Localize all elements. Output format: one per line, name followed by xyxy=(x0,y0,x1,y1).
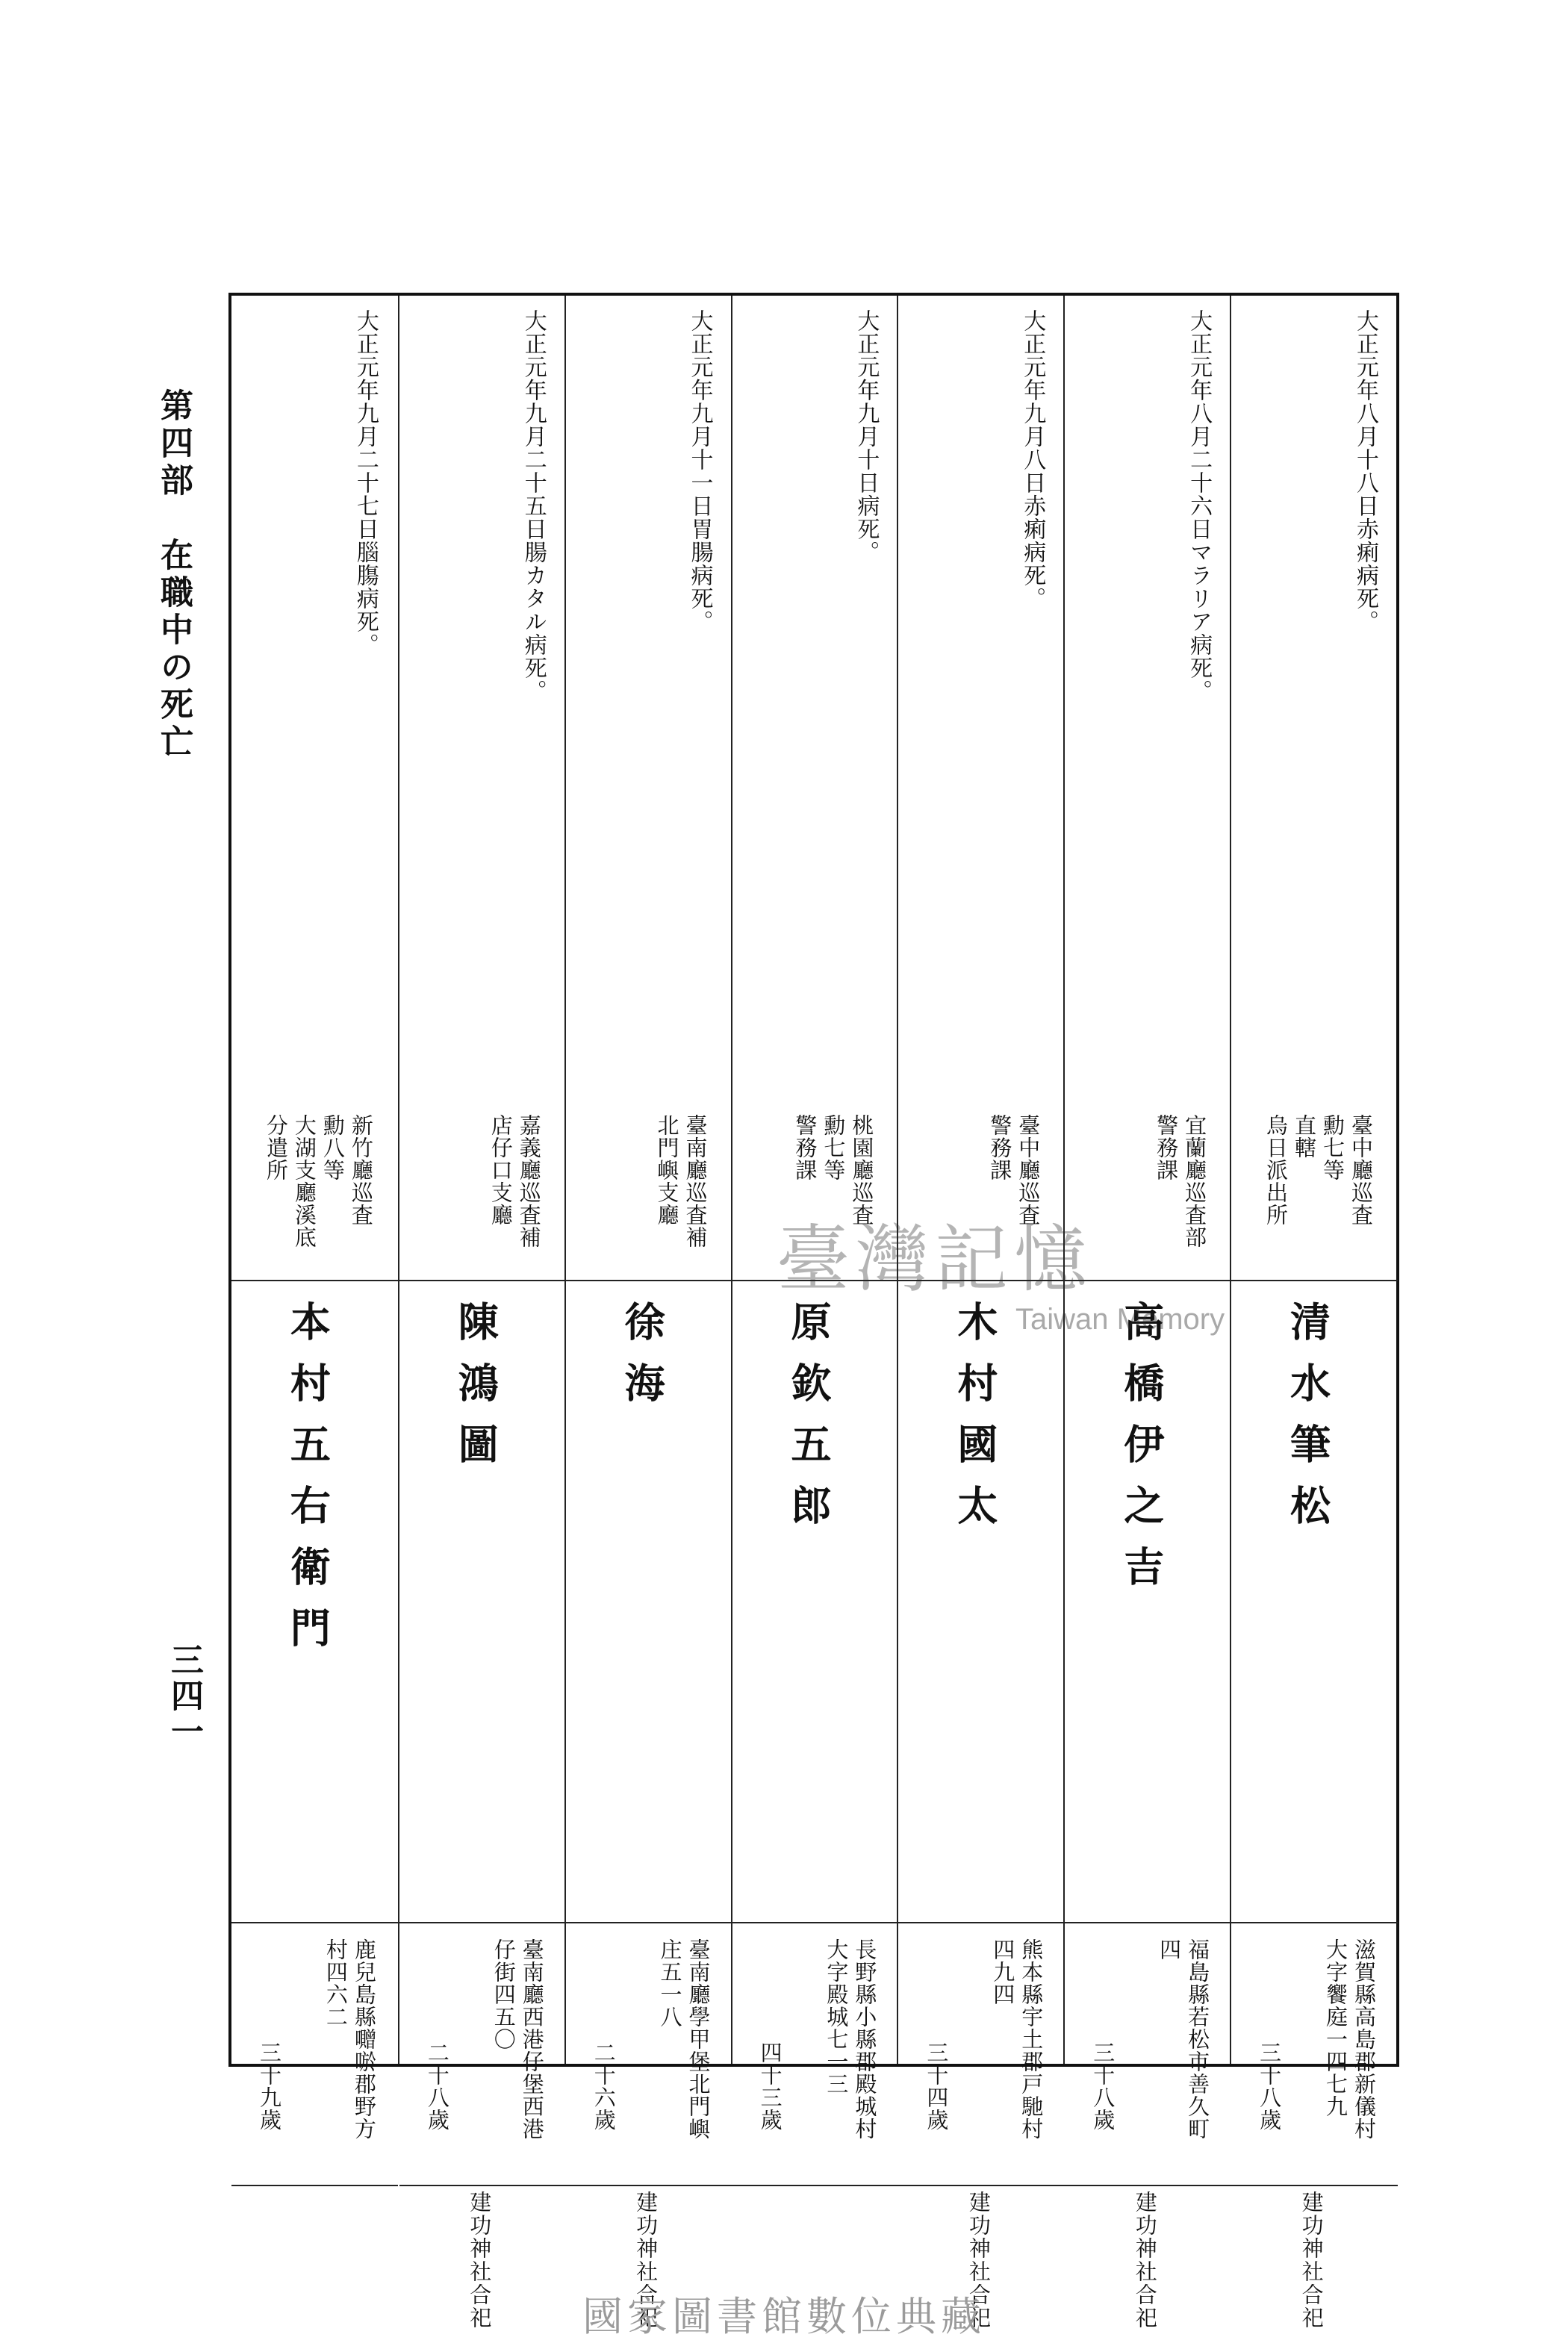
address-line: 熊本縣宇土郡戸馳村 xyxy=(1018,1938,1045,2140)
age: 三十九歲 xyxy=(257,2041,282,2131)
enshrinement-note: 建功神社合祀 xyxy=(1298,2191,1325,2330)
record-column xyxy=(398,296,566,2330)
date-cause: 大正元年九月十一日胃腸病死。 xyxy=(686,309,713,633)
office-line: 臺中廳巡査 xyxy=(1348,1114,1374,1226)
age: 三十八歲 xyxy=(1090,2041,1116,2131)
row-divider xyxy=(1065,1922,1231,1923)
row-divider xyxy=(1231,1280,1398,1281)
office-line: 直轄 xyxy=(1291,1114,1317,1159)
address-line: 庄五一八 xyxy=(657,1938,683,2028)
deceased-name: 原欽五郎 xyxy=(784,1301,833,1546)
deceased-name: 清水筆松 xyxy=(1284,1301,1332,1546)
address-line: 長野縣小縣郡殿城村 xyxy=(852,1938,878,2140)
address-line: 仔街四五〇 xyxy=(491,1938,517,2050)
footer-credit: 國家圖書館數位典藏 xyxy=(582,2293,986,2340)
age: 二十八歲 xyxy=(424,2041,450,2131)
row-divider xyxy=(732,2185,899,2186)
date-cause: 大正元年九月二十五日腸カタル病死。 xyxy=(520,309,547,703)
enshrinement-note: 建功神社合祀 xyxy=(1132,2191,1158,2330)
address-line: 滋賀縣高島郡新儀村 xyxy=(1351,1938,1377,2140)
enshrinement-note: 建功神社合祀 xyxy=(965,2191,992,2330)
age: 四十三歲 xyxy=(757,2041,783,2131)
office-line: 桃園廳巡査 xyxy=(849,1114,875,1226)
office-line: 店仔口支廳 xyxy=(488,1114,514,1226)
office-line: 分遣所 xyxy=(263,1114,289,1181)
date-cause: 大正元年八月十八日赤痢病死。 xyxy=(1351,309,1378,633)
record-column xyxy=(564,296,732,2330)
address-line: 福島縣若松市善久町 xyxy=(1185,1938,1211,2140)
office-line: 宜蘭廳巡査部 xyxy=(1182,1114,1208,1248)
office-line: 警務課 xyxy=(987,1114,1013,1181)
office-line: 勳八等 xyxy=(320,1114,346,1181)
record-column xyxy=(1230,296,1398,2330)
address-line: 四九四 xyxy=(990,1938,1016,2006)
office-line: 臺南廳巡査補 xyxy=(682,1114,709,1248)
office-line: 大湖支廳溪底 xyxy=(291,1114,317,1248)
date-cause: 大正元年九月十日病死。 xyxy=(853,309,880,564)
row-divider xyxy=(1231,1922,1398,1923)
row-divider xyxy=(1231,2185,1398,2186)
age: 二十六歲 xyxy=(591,2041,617,2131)
row-divider xyxy=(1065,2185,1231,2186)
row-divider xyxy=(898,1922,1065,1923)
address-line: 臺南廳學甲堡北門嶼 xyxy=(685,1938,712,2140)
address-line: 大字殿城七一三 xyxy=(824,1938,850,2095)
record-column xyxy=(231,296,398,2140)
office-line: 警務課 xyxy=(1154,1114,1180,1181)
date-cause: 大正元年九月八日赤痢病死。 xyxy=(1019,309,1046,610)
office-line: 烏日派出所 xyxy=(1263,1114,1289,1226)
watermark-logo: 臺灣記憶 xyxy=(777,1217,1094,1302)
row-divider xyxy=(898,2185,1065,2186)
row-divider xyxy=(566,1280,732,1281)
deceased-name: 木村國太 xyxy=(951,1301,999,1546)
office-line: 臺中廳巡査 xyxy=(1015,1114,1042,1226)
office-line: 警務課 xyxy=(792,1114,818,1181)
age: 三十四歲 xyxy=(924,2041,950,2131)
office-line: 嘉義廳巡査補 xyxy=(516,1114,542,1248)
address-line: 大字饗庭一四七九 xyxy=(1322,1938,1348,2118)
record-column xyxy=(731,296,899,2140)
office-line: 新竹廳巡査 xyxy=(348,1114,374,1226)
running-head: 第四部 在職中の死亡 xyxy=(155,388,193,762)
date-cause: 大正元年八月二十六日マラリア病死。 xyxy=(1186,309,1213,703)
office-line: 北門嶼支廳 xyxy=(654,1114,680,1226)
enshrinement-note: 建功神社合祀 xyxy=(633,2191,659,2330)
row-divider xyxy=(231,1280,398,1281)
page-number: 三四一 xyxy=(165,1643,203,1750)
deceased-name: 本村五右衛門 xyxy=(284,1301,332,1668)
address-line: 鹿兒島縣囎唹郡野方 xyxy=(351,1938,377,2140)
row-divider xyxy=(399,2185,566,2186)
address-line: 臺南廳西港仔堡西港 xyxy=(519,1938,545,2140)
row-divider xyxy=(231,1922,398,1923)
row-divider xyxy=(566,2185,732,2186)
address-line: 村四六二 xyxy=(323,1938,349,2028)
watermark-subtitle: Taiwan Memory xyxy=(1015,1303,1225,1336)
office-line: 勳七等 xyxy=(821,1114,847,1181)
enshrinement-note: 建功神社合祀 xyxy=(467,2191,493,2330)
office-line: 勳七等 xyxy=(1319,1114,1345,1181)
age: 三十八歲 xyxy=(1257,2041,1283,2131)
deceased-name: 陳鴻圖 xyxy=(452,1301,500,1484)
address-line: 四 xyxy=(1157,1938,1183,1961)
row-divider xyxy=(399,1280,566,1281)
row-divider xyxy=(231,2185,398,2186)
record-column xyxy=(1063,296,1231,2330)
deceased-name: 高橋伊之吉 xyxy=(1117,1301,1166,1607)
deceased-name: 徐海 xyxy=(618,1301,667,1423)
date-cause: 大正元年九月二十七日腦膓病死。 xyxy=(352,309,379,656)
row-divider xyxy=(399,1922,566,1923)
row-divider xyxy=(566,1922,732,1923)
record-column xyxy=(897,296,1065,2330)
row-divider xyxy=(732,1922,899,1923)
